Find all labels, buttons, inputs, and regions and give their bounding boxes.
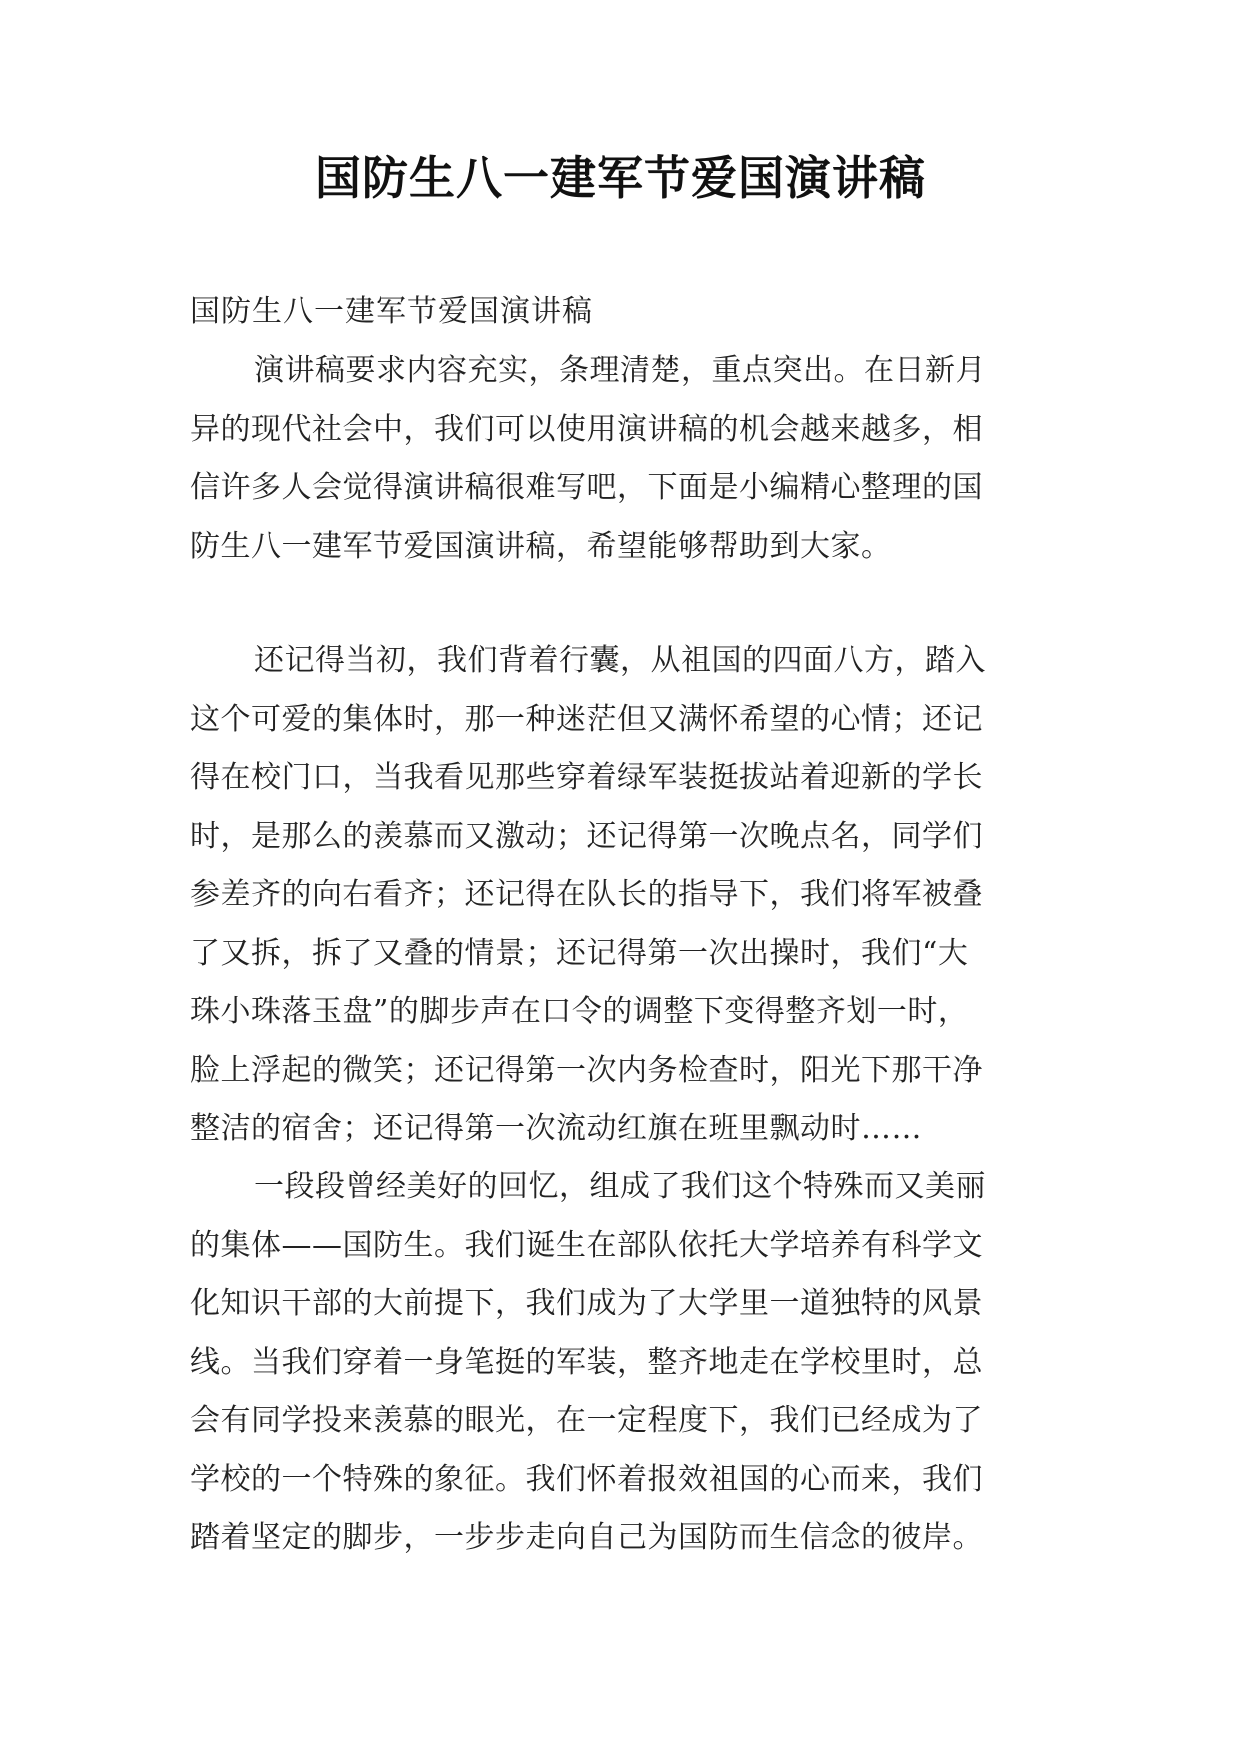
paragraph-line: 异的现代社会中，我们可以使用演讲稿的机会越来越多，相 bbox=[190, 411, 983, 447]
paragraph-line: 还记得当初，我们背着行囊，从祖国的四面八方，踏入 bbox=[254, 643, 986, 678]
paragraph-line: 防生八一建军节爱国演讲稿，希望能够帮助到大家。 bbox=[190, 528, 892, 564]
paragraph-line: 信许多人会觉得演讲稿很难写吧，下面是小编精心整理的国 bbox=[190, 470, 983, 505]
paragraph-line: 脸上浮起的微笑；还记得第一次内务检查时，阳光下那干净 bbox=[190, 1052, 983, 1088]
paragraph-line: 化知识干部的大前提下，我们成为了大学里一道独特的风景 bbox=[190, 1286, 983, 1321]
paragraph-line: 演讲稿要求内容充实，条理清楚，重点突出。在日新月 bbox=[254, 353, 986, 388]
paragraph-line: 了又拆，拆了又叠的情景；还记得第一次出操时，我们“大 bbox=[190, 935, 969, 971]
paragraph-line: 一段段曾经美好的回忆，组成了我们这个特殊而又美丽 bbox=[254, 1169, 986, 1204]
document-subtitle: 国防生八一建军节爱国演讲稿 bbox=[190, 294, 593, 329]
paragraph-line: 踏着坚定的脚步，一步步走向自己为国防而生信念的彼岸。 bbox=[190, 1520, 983, 1555]
paragraph-line: 得在校门口，当我看见那些穿着绿军装挺拔站着迎新的学长 bbox=[190, 760, 983, 795]
paragraph-line: 的集体——国防生。我们诞生在部队依托大学培养有科学文 bbox=[190, 1227, 983, 1263]
paragraph-collective bbox=[190, 1158, 1054, 1568]
paragraph-line: 时，是那么的羡慕而又激动；还记得第一次晚点名，同学们 bbox=[190, 818, 983, 854]
paragraph-line: 整洁的宿舍；还记得第一次流动红旗在班里飘动时…… bbox=[190, 1111, 922, 1146]
paragraph-line: 线。当我们穿着一身笔挺的军装，整齐地走在学校里时，总 bbox=[190, 1344, 983, 1380]
paragraph-line: 这个可爱的集体时，那一种迷茫但又满怀希望的心情；还记 bbox=[190, 701, 983, 737]
paragraph-line: 参差齐的向右看齐；还记得在队长的指导下，我们将军被叠 bbox=[190, 877, 983, 912]
paragraph-intro bbox=[190, 342, 1054, 576]
paragraph-line: 会有同学投来羡慕的眼光，在一定程度下，我们已经成为了 bbox=[190, 1403, 983, 1438]
paragraph-line: 学校的一个特殊的象征。我们怀着报效祖国的心而来，我们 bbox=[190, 1461, 983, 1497]
document-title: 国防生八一建军节爱国演讲稿 bbox=[315, 151, 926, 205]
paragraph-memories bbox=[190, 632, 1054, 1159]
paragraph-line: 珠小珠落玉盘”的脚步声在口令的调整下变得整齐划一时， bbox=[190, 994, 969, 1029]
